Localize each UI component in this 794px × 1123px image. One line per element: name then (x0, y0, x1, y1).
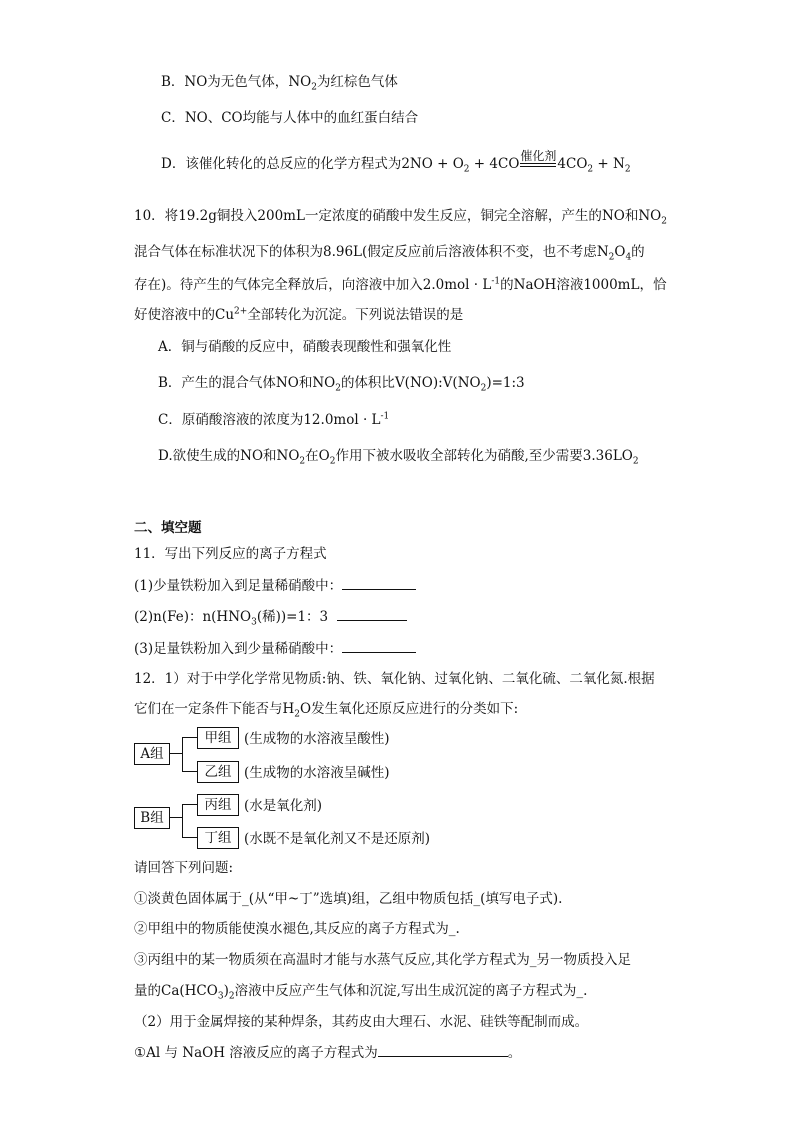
group-bing-box: 丙组 (197, 794, 239, 816)
q12-sub3-line2: 量的$Ca(HCO_3)_2$溶液中反应产生气体和沉淀,写出生成沉淀的离子方程式为_. (134, 983, 588, 1002)
q12-part2-sub1: ①Al 与 NaOH 溶液反应的离子方程式为 。 (134, 1045, 522, 1061)
q9-option-b: B．NO为无色气体，$NO_2$为红棕色气体 (161, 74, 398, 93)
answer-blank[interactable] (342, 640, 416, 653)
q10-option-a: A．铜与硝酸的反应中，硝酸表现酸性和强氧化性 (158, 339, 452, 355)
group-ding-note: (水既不是氧化剂又不是还原剂) (244, 831, 431, 847)
q12-sub3-line1: ③丙组中的某一物质须在高温时才能与水蒸气反应,其化学方程式为_另一物质投入足 (134, 952, 632, 968)
answer-blank[interactable] (378, 1044, 508, 1057)
q9-option-c: C．NO、CO均能与人体中的血红蛋白结合 (161, 110, 419, 126)
q11-part2: (2)n(Fe)：$n(HNO_3$(稀))=1：3 (134, 608, 407, 626)
section-heading: 二、填空题 (134, 520, 202, 536)
q10-option-b: B．产生的混合气体NO和$NO_2$的体积比$V(NO):V(NO_2)=1:3$ (158, 375, 525, 394)
q11-part3: (3)足量铁粉加入到少量稀硝酸中： (134, 640, 416, 658)
q12-stem-line1: 12．1）对于中学化学常见物质:钠、铁、氧化钠、过氧化钠、二氧化硫、二氧化氮.根据 (134, 671, 655, 687)
connector (182, 804, 197, 805)
answer-blank[interactable] (337, 608, 407, 621)
connector (182, 771, 197, 772)
connector (169, 753, 182, 754)
group-b-box: B组 (134, 807, 170, 829)
connector (182, 737, 183, 771)
q12-stem-line2: 它们在一定条件下能否与$H_2O$发生氧化还原反应进行的分类如下: (134, 701, 519, 720)
answer-blank[interactable] (342, 577, 416, 590)
catalyst-arrow: 催化剂 (520, 150, 556, 167)
group-yi-box: 乙组 (197, 761, 239, 783)
q10-option-c: C．原硝酸溶液的浓度为$12.0mol \cdot L^{-1}$ (158, 411, 390, 428)
q11-title: 11．写出下列反应的离子方程式 (134, 546, 327, 562)
connector (169, 817, 182, 818)
q10-stem-line4: 好使溶液中的$Cu^{2+}$全部转化为沉淀。下列说法错误的是 (134, 306, 464, 323)
group-jia-note: (生成物的水溶液呈酸性) (244, 731, 390, 747)
connector (182, 737, 197, 738)
q10-stem-line2: 混合气体在标准状况下的体积为8.96L(假定反应前后溶液体积不变，也不考虑$N_2O_4$的 (134, 244, 645, 263)
q10-stem-line3: 存在)。待产生的气体完全释放后，向溶液中加入$2.0mol \cdot L^{-1}$的NaOH溶液1000mL，恰 (134, 276, 667, 293)
group-a-box: A组 (134, 743, 170, 765)
q10-option-d: D.欲使生成的NO和$NO_2$在$O_2$作用下被水吸收全部转化为硝酸,至少需要$3.36LO_2$ (158, 448, 639, 467)
group-yi-note: (生成物的水溶液呈碱性) (244, 765, 390, 781)
q12-part2: （2）用于金属焊接的某种焊条，其药皮由大理石、水泥、硅铁等配制而成。 (134, 1014, 589, 1030)
q12-ask: 请回答下列问题: (134, 860, 234, 876)
q11-part1: (1)少量铁粉加入到足量稀硝酸中： (134, 577, 416, 595)
group-bing-note: (水是氧化剂) (244, 798, 323, 814)
q12-sub2: ②甲组中的物质能使溴水褪色,其反应的离子方程式为_. (134, 921, 460, 937)
q9-option-d: D．该催化转化的总反应的化学方程式为$2NO + O_2 + 4CO$ 催化剂 $4CO_2 + N_2$ (161, 149, 631, 175)
group-jia-box: 甲组 (197, 727, 239, 749)
q10-stem-line1: 10．将19.2g铜投入200mL一定浓度的硝酸中发生反应，铜完全溶解，产生的NO和$NO_2$ (134, 208, 667, 227)
q12-sub1: ①淡黄色固体属于_(从“甲~丁”选填)组，乙组中物质包括_(填写电子式). (134, 891, 563, 907)
connector (182, 837, 197, 838)
group-ding-box: 丁组 (197, 827, 239, 849)
connector (182, 804, 183, 837)
